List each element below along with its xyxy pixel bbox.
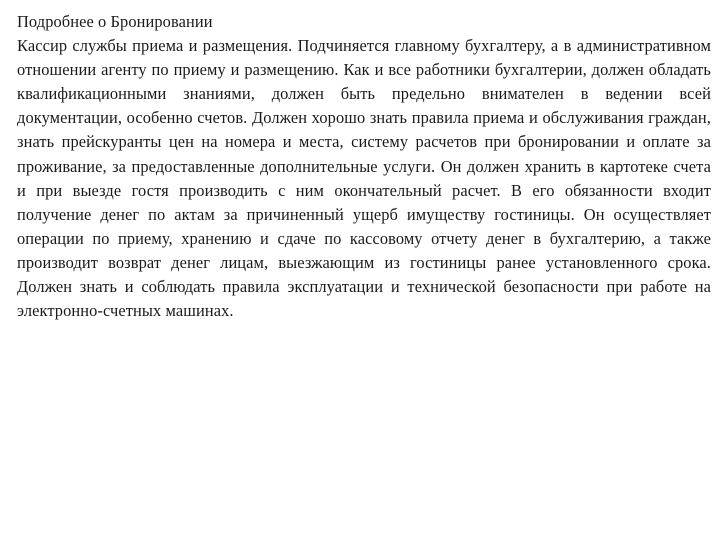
body-paragraph: Кассир службы приема и размещения. Подчиняется главному бухгалтеру, а в административном отношении агенту по приему и размещению. Как и все работники бухгалтерии, должен обладать квалификационными знаниями, должен быть предельно внимателен в ведении всей документации, особенно счетов. Должен хорошо знать правила приема и обслуживания граждан, знать прейскуранты цен на номера и места, систему расчетов при бронировании и оплате за проживание, за предоставленные дополнительные услуги. Он должен хранить в картотеке счета и при выезде гостя производить с ним окончательный расчет. В его обязанности входит получение денег по актам за причиненный ущерб имуществу гостиницы. Он осуществляет операции по приему, хранению и сдаче по кассовому отчету денег в бухгалтерию, а также производит возврат денег лицам, выезжающим из гостиницы ранее установленного срока. Должен знать и соблюдать правила эксплуатации и технической безопасности при работе на электронно-счетных машинах. xyxy=(17,36,711,321)
page-title: Подробнее о Бронировании xyxy=(17,12,213,31)
text-block xyxy=(17,10,711,323)
